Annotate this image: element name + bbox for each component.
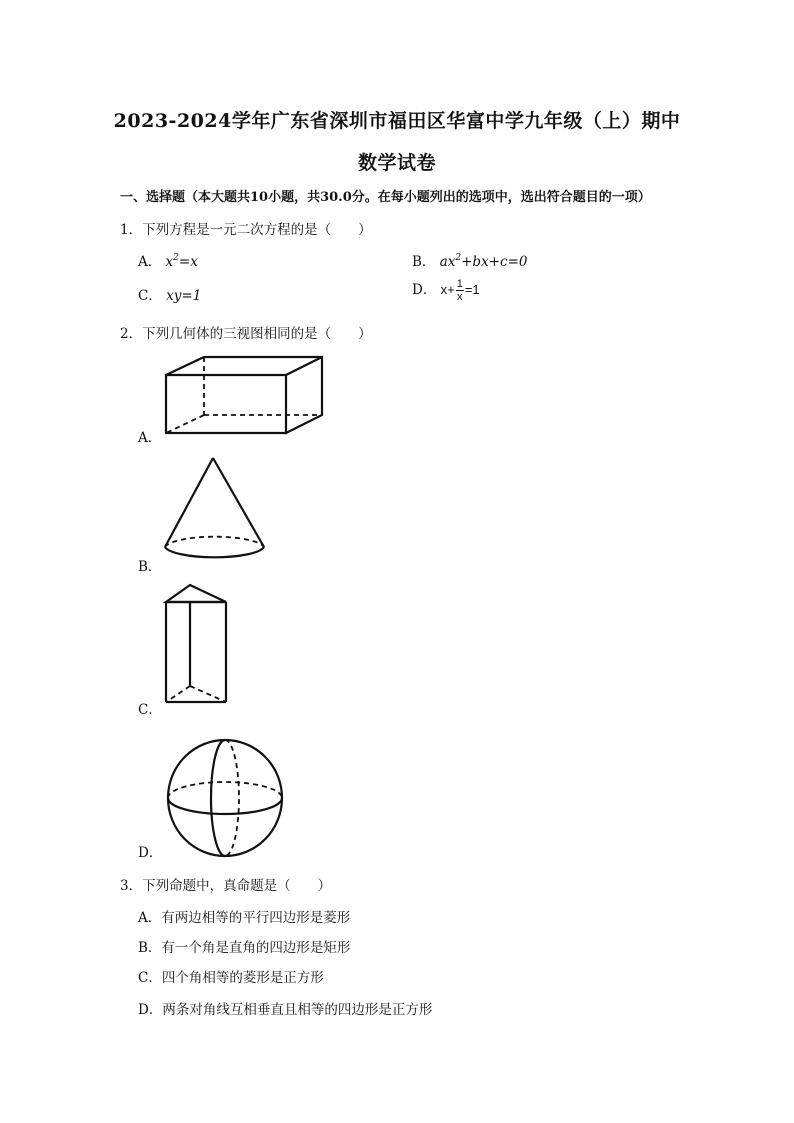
q2-option-b-label: B． [138,559,162,575]
option-label: D． [138,1002,163,1018]
question-1 [120,218,372,238]
q2-option-c-label: C． [138,702,162,718]
option-label: C． [138,288,162,304]
question-stem: 下列几何体的三视图相同的是（ ） [142,326,372,342]
sphere-meridian-front [211,740,225,856]
question-number: 2． [120,326,143,342]
sphere-equator-back [168,782,282,798]
rectangular-prism-figure [160,355,330,440]
option-expression [166,254,198,270]
question-stem: 下列命题中，真命题是（ ） [142,878,332,894]
q1-option-c [138,284,201,304]
q3-option-d [138,998,432,1018]
sphere-equator-front [168,798,282,814]
q3-option-a [138,906,350,926]
cone-base-back-arc [165,537,264,547]
expr-base: ax [439,254,456,270]
cone-figure [160,455,270,565]
section-heading: 一、选择题（本大题共10小题，共30.0分。在每小题列出的选项中，选出符合题目的一项） [120,190,651,205]
prism-hidden-depth-edge [166,415,204,433]
option-expression [440,254,528,270]
option-expression [440,278,480,304]
q2-option-a-label: A． [138,430,162,446]
prism-hidden-left-edge [166,686,190,702]
option-label: A． [138,910,162,926]
sphere-meridian-back [225,740,239,856]
page-title-line-2: 数学试卷 [357,152,436,174]
question-number: 3． [120,878,143,894]
sphere-figure [165,738,290,863]
option-text: 有一个角是直角的四边形是矩形 [161,940,351,956]
option-label: B． [138,940,162,956]
fraction-numerator: 1 [456,278,463,291]
prism-hidden-right-edge [190,686,226,702]
question-2 [120,322,372,342]
option-text: 有两边相等的平行四边形是菱形 [161,910,351,926]
option-label: A． [138,254,162,270]
fraction [456,278,464,303]
q3-option-b [138,936,350,956]
question-3 [120,874,331,894]
question-number: 1． [120,222,143,238]
expr-rest: =x [178,254,198,270]
q3-option-c [138,966,324,986]
expr-exponent: 2 [455,253,462,263]
q2-option-d-label: D． [138,845,163,861]
option-text: 两条对角线互相垂直且相等的四边形是正方形 [162,1002,433,1018]
expr-exponent: 2 [173,253,179,263]
expr-rest: +bx+c=0 [461,254,528,270]
page-title-line-1: 2023-2024学年广东省深圳市福田区华富中学九年级（上）期中 [113,110,681,132]
sphere-outline [168,740,282,856]
cone-base-front-arc [165,547,264,557]
q1-option-a [138,250,198,270]
q1-option-d [412,278,480,303]
prism-top-corner-edge [286,357,322,375]
fraction-denominator: x [457,291,463,304]
question-stem: 下列方程是一元二次方程的是（ ） [142,222,372,238]
expr-lead: x+ [440,282,455,297]
cone-right-edge [213,458,264,547]
expr-base: x [165,254,174,270]
option-text: 四个角相等的菱形是正方形 [161,970,324,986]
expr-tail: =1 [464,282,480,297]
option-label: C． [138,970,162,986]
option-expression: xy=1 [166,288,202,304]
option-label: D． [412,282,437,298]
cone-left-edge [165,458,213,547]
option-label: B． [412,254,436,270]
q1-option-b [412,250,527,270]
prism-top-triangle [166,585,226,602]
triangular-prism-figure [160,580,235,710]
